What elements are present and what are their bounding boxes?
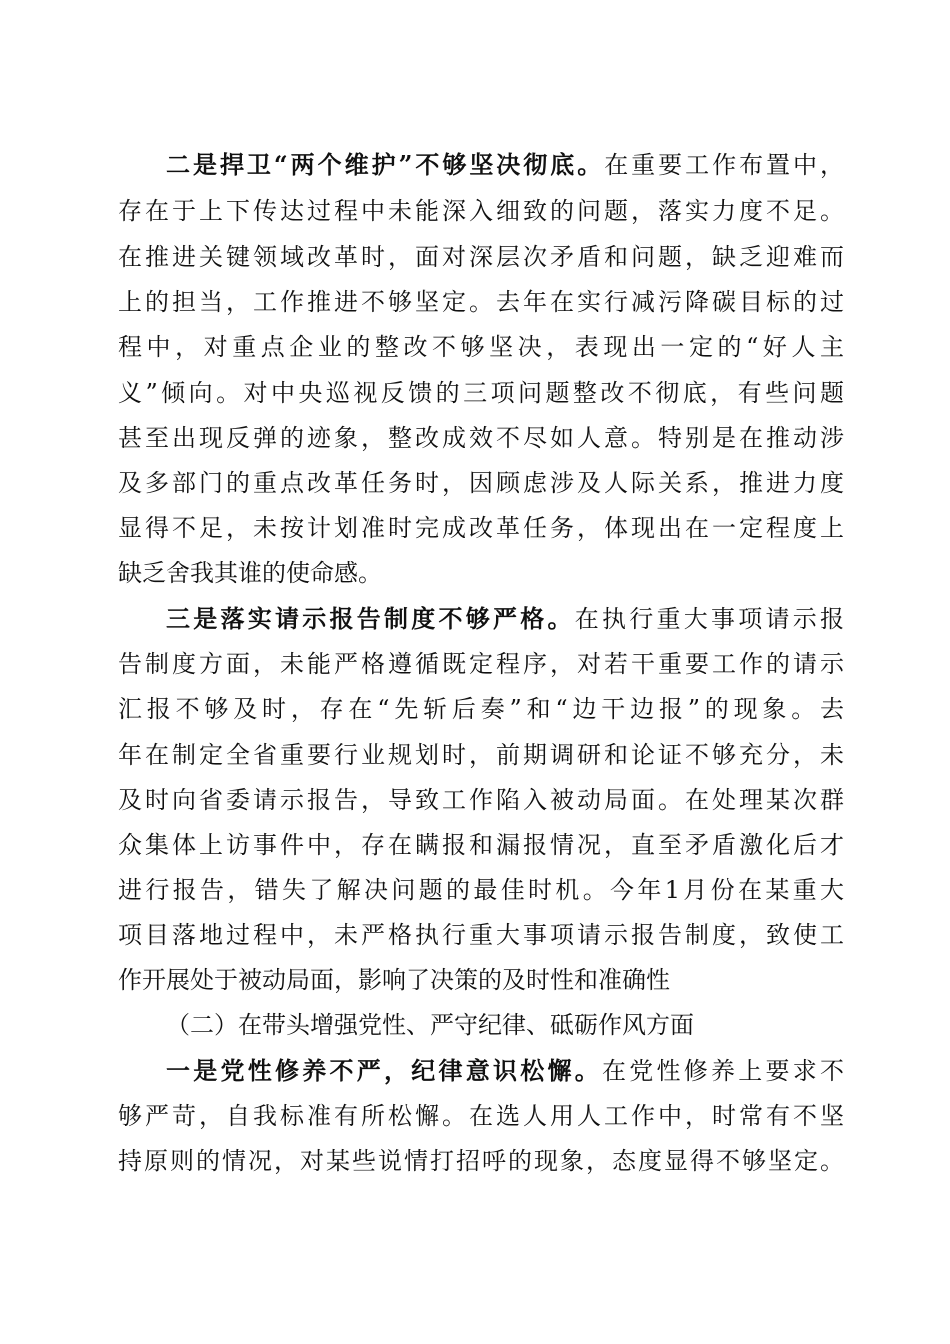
paragraph-2-line-7: 进行报告，错失了解决问题的最佳时机。今年1月份在某重大 xyxy=(118,876,844,904)
paragraph-3-line-1 xyxy=(166,1051,844,1091)
paragraph-1-line-7: 甚至出现反弹的迹象，整改成效不尽如人意。特别是在推动涉 xyxy=(118,424,844,452)
paragraph-2-line-5: 及时向省委请示报告，导致工作陷入被动局面。在处理某次群 xyxy=(118,786,844,814)
section-heading: （二）在带头增强党性、严守纪律、砥砺作风方面 xyxy=(166,1011,694,1039)
paragraph-3-text: 在党性修养上要求不 xyxy=(602,1057,844,1085)
paragraph-2-line-6: 众集体上访事件中，存在瞒报和漏报情况，直至矛盾激化后才 xyxy=(118,831,844,859)
paragraph-1-line-4: 上的担当，工作推进不够坚定。去年在实行减污降碳目标的过 xyxy=(118,288,844,316)
paragraph-2-line-8: 项目落地过程中，未严格执行重大事项请示报告制度，致使工 xyxy=(118,921,844,949)
paragraph-2-line-4: 年在制定全省重要行业规划时，前期调研和论证不够充分，未 xyxy=(118,741,844,769)
paragraph-1-line-10: 缺乏舍我其谁的使命感。 xyxy=(118,559,382,587)
paragraph-1-text: 在重要工作布置中， xyxy=(604,151,845,179)
paragraph-2-line-2: 告制度方面，未能严格遵循既定程序，对若干重要工作的请示 xyxy=(118,650,844,678)
paragraph-3-lead: 一是党性修养不严，纪律意识松懈。 xyxy=(166,1056,602,1085)
paragraph-1-line-8: 及多部门的重点改革任务时，因顾虑涉及人际关系，推进力度 xyxy=(118,469,844,497)
paragraph-2-lead: 三是落实请示报告制度不够严格。 xyxy=(166,604,575,633)
paragraph-2-line-3: 汇报不够及时，存在“先斩后奏”和“边干边报”的现象。去 xyxy=(118,695,844,723)
paragraph-1-line-2: 存在于上下传达过程中未能深入细致的问题，落实力度不足。 xyxy=(118,197,844,225)
paragraph-1-lead: 二是捍卫“两个维护”不够坚决彻底。 xyxy=(166,150,605,179)
paragraph-2-line-1 xyxy=(166,599,844,639)
paragraph-1-line-6: 义”倾向。对中央巡视反馈的三项问题整改不彻底，有些问题 xyxy=(118,379,844,407)
paragraph-1-line-1 xyxy=(166,145,844,185)
paragraph-1-line-3: 在推进关键领域改革时，面对深层次矛盾和问题，缺乏迎难而 xyxy=(118,243,844,271)
paragraph-2-line-9: 作开展处于被动局面，影响了决策的及时性和准确性 xyxy=(118,966,670,994)
paragraph-2-text: 在执行重大事项请示报 xyxy=(574,605,844,633)
paragraph-3-line-3: 持原则的情况，对某些说情打招呼的现象，态度显得不够坚定。 xyxy=(118,1147,844,1175)
paragraph-3-line-2: 够严苛，自我标准有所松懈。在选人用人工作中，时常有不坚 xyxy=(118,1102,844,1130)
paragraph-1-line-9: 显得不足，未按计划准时完成改革任务，体现出在一定程度上 xyxy=(118,514,844,542)
paragraph-1-line-5: 程中，对重点企业的整改不够坚决，表现出一定的“好人主 xyxy=(118,333,844,361)
